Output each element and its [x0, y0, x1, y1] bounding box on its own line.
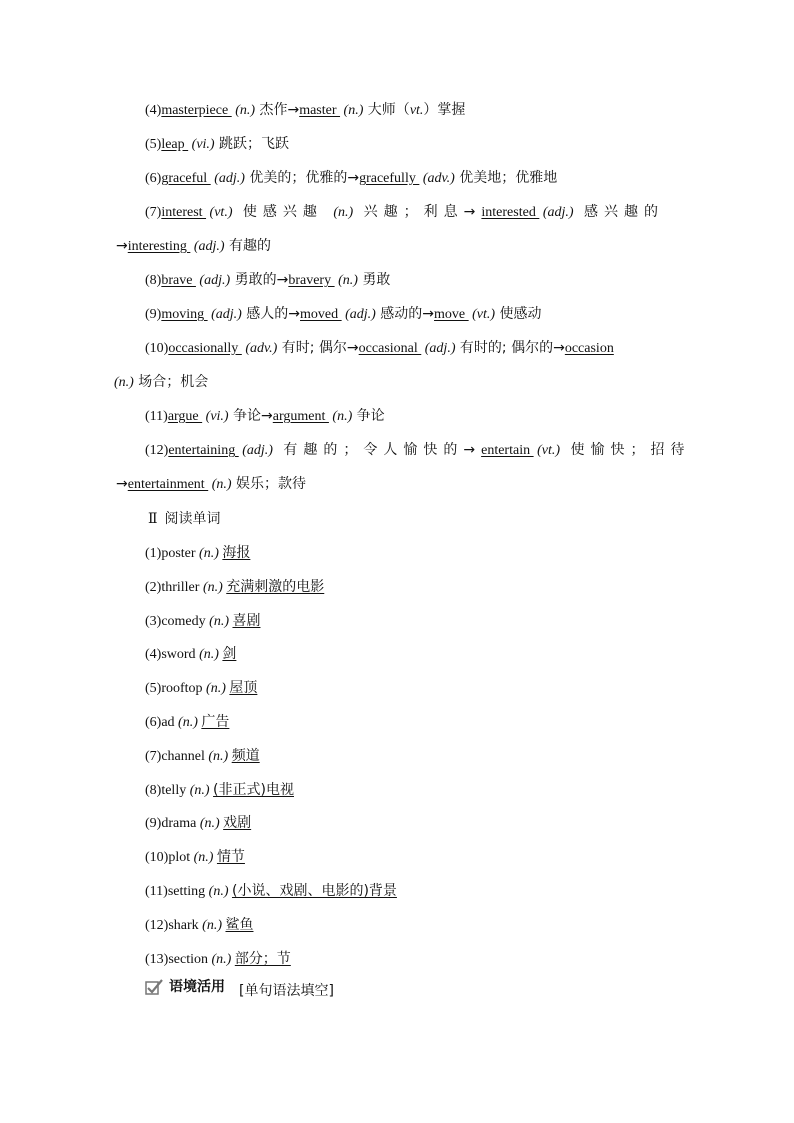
answer-meaning: 喜剧 — [232, 612, 261, 629]
answer-meaning: (非正式)电视 — [213, 781, 294, 798]
part-of-speech: (n.) — [333, 205, 354, 220]
part-of-speech: (adv.) — [245, 341, 278, 356]
item-number: (9) — [145, 816, 162, 832]
exercise-type: [单句语法填空] — [239, 983, 334, 999]
part-of-speech: (n.) — [202, 579, 223, 595]
answer-word: bravery — [288, 273, 335, 288]
meaning: 场合；机会 — [133, 374, 209, 390]
vocab-word: shark — [168, 917, 199, 933]
answer-meaning: 广告 — [201, 714, 230, 730]
answer-meaning: (小说、戏剧、电影的)背景 — [231, 883, 397, 899]
meaning: 争论 — [352, 408, 385, 424]
answer-meaning: 剑 — [222, 646, 237, 663]
meaning: 优美的；优雅的→ — [244, 170, 360, 186]
meaning: 争论→ — [228, 408, 273, 424]
meaning: 杰作→ — [255, 102, 300, 118]
answer-word: leap — [161, 137, 189, 152]
vocab-item-11 — [145, 407, 385, 426]
part-of-speech: (n.) — [193, 850, 214, 866]
item-number: (13) — [145, 951, 169, 967]
meaning: 感动的→ — [375, 306, 435, 322]
vocab-word: comedy — [161, 613, 206, 629]
meaning: 有趣的；令人愉快的→ — [272, 442, 482, 458]
vocab-item-5 — [145, 135, 289, 154]
answer-meaning: 部分；节 — [234, 950, 291, 967]
answer-word: entertainment — [127, 477, 209, 492]
check-icon — [145, 979, 163, 995]
item-number: (6) — [145, 171, 162, 186]
answer-word: move — [434, 307, 469, 322]
arrow: → — [116, 238, 128, 254]
part-of-speech: (n.) — [235, 103, 256, 118]
vocab-word: poster — [161, 546, 196, 561]
part-of-speech: (adj.) — [242, 443, 273, 458]
part-of-speech: (n.) — [202, 917, 222, 933]
item-number: (4) — [145, 103, 162, 118]
part-of-speech: (adj.) — [424, 341, 456, 356]
vocab-word: section — [168, 951, 208, 967]
vocab-item-10 — [145, 339, 614, 358]
part-of-speech: (n.) — [343, 103, 364, 118]
vocab-word: channel — [161, 748, 205, 764]
answer-word: brave — [161, 273, 196, 288]
answer-meaning: 鲨鱼 — [225, 916, 254, 933]
vocab-item-12-continued — [116, 475, 306, 494]
item-number: (2) — [145, 579, 162, 595]
meaning: 有时的; 偶尔的→ — [455, 340, 565, 356]
vocab-word: sword — [161, 647, 196, 663]
part-of-speech: (n.) — [199, 647, 219, 663]
reading-item — [145, 950, 291, 969]
part-of-speech: (vi.) — [205, 409, 229, 424]
part-of-speech: (vt.) — [209, 205, 233, 220]
vocab-word: setting — [167, 884, 206, 899]
item-number: (6) — [145, 715, 162, 730]
meaning: 使感兴趣 — [232, 204, 334, 220]
answer-word: occasionally — [168, 341, 242, 356]
part-of-speech: (n.) — [208, 748, 229, 764]
item-number: (9) — [145, 307, 162, 322]
answer-word: occasional — [358, 341, 422, 356]
answer-meaning: 戏剧 — [223, 815, 252, 832]
meaning: 大师（ — [363, 102, 410, 118]
answer-word: masterpiece — [161, 103, 232, 118]
part-of-speech: (n.) — [208, 884, 229, 899]
reading-item — [145, 747, 260, 766]
section-heading — [148, 510, 221, 529]
meaning: 优美地；优雅地 — [454, 170, 558, 186]
item-number: (10) — [145, 850, 169, 866]
vocab-item-4 — [145, 101, 465, 120]
part-of-speech: (n.) — [199, 546, 219, 561]
part-of-speech: (n.) — [189, 782, 210, 798]
reading-item — [145, 848, 245, 867]
part-of-speech: (n.) — [338, 273, 358, 288]
item-number: (11) — [145, 884, 168, 899]
part-of-speech: (vt.) — [472, 307, 496, 322]
reading-item — [145, 612, 260, 631]
meaning: 使感动 — [495, 306, 542, 322]
answer-meaning: 情节 — [216, 849, 245, 866]
context-usage-badge — [145, 978, 225, 996]
meaning: ）掌握 — [423, 102, 466, 118]
vocab-word: thriller — [161, 579, 200, 595]
reading-item — [145, 679, 257, 698]
vocab-word: telly — [161, 782, 187, 798]
part-of-speech: (adj.) — [345, 307, 376, 322]
reading-item — [145, 916, 253, 935]
item-number: (1) — [145, 546, 162, 561]
item-number: (3) — [145, 613, 162, 629]
answer-word: master — [299, 103, 341, 118]
answer-word: gracefully — [359, 171, 420, 186]
answer-word: entertaining — [168, 443, 239, 458]
section-title: 阅读单词 — [164, 511, 221, 527]
answer-word: argue — [167, 409, 203, 424]
vocab-word: ad — [161, 715, 175, 730]
part-of-speech: (n.) — [199, 816, 220, 832]
part-of-speech: (n.) — [178, 715, 198, 730]
part-of-speech: (n.) — [211, 951, 232, 967]
reading-item — [145, 544, 250, 563]
part-of-speech: (adj.) — [214, 171, 245, 186]
meaning: 感兴趣的 — [573, 204, 664, 220]
part-of-speech: (n.) — [211, 477, 232, 492]
section-number: Ⅱ — [148, 512, 158, 527]
meaning: 有时; 偶尔→ — [277, 340, 359, 356]
reading-item — [145, 578, 324, 597]
item-number: (12) — [145, 443, 169, 458]
vocab-word: rooftop — [161, 681, 203, 697]
item-number: (8) — [145, 782, 162, 798]
vocab-item-12 — [145, 441, 690, 460]
part-of-speech: (adj.) — [199, 273, 231, 288]
meaning: 跳跃；飞跃 — [214, 136, 290, 152]
answer-meaning: 频道 — [231, 747, 260, 764]
meaning: 使愉快；招待 — [560, 442, 691, 458]
part-of-speech: (n.) — [332, 409, 353, 424]
answer-word: entertain — [481, 443, 534, 458]
vocab-item-6 — [145, 169, 557, 188]
answer-word: argument — [272, 409, 329, 424]
meaning: 勇敢 — [357, 272, 391, 288]
part-of-speech: (adv.) — [422, 171, 455, 186]
item-number: (7) — [145, 205, 162, 220]
item-number: (5) — [145, 681, 162, 697]
meaning: 娱乐；款待 — [231, 476, 306, 492]
reading-item — [145, 814, 251, 833]
vocab-word: plot — [168, 850, 191, 866]
item-number: (4) — [145, 647, 162, 663]
item-number: (10) — [145, 341, 169, 356]
part-of-speech: (adj.) — [542, 205, 574, 220]
answer-meaning: 充满刺激的电影 — [226, 578, 325, 595]
answer-word: interested — [481, 205, 540, 220]
reading-item — [145, 645, 236, 664]
part-of-speech: (n.) — [209, 613, 229, 629]
answer-word: graceful — [161, 171, 211, 186]
vocab-item-8 — [145, 271, 390, 290]
part-of-speech: (adj.) — [211, 307, 242, 322]
answer-word: moved — [300, 307, 342, 322]
section-footer — [145, 978, 334, 1001]
meaning: 兴趣；利息→ — [353, 204, 482, 220]
item-number: (11) — [145, 409, 168, 424]
vocab-item-10-continued — [114, 373, 208, 392]
meaning: 有趣的 — [224, 238, 272, 254]
part-of-speech: (vi.) — [191, 137, 215, 152]
arrow: → — [116, 476, 128, 492]
part-of-speech: (vt.) — [537, 443, 561, 458]
part-of-speech: vt. — [409, 103, 424, 118]
part-of-speech: (n.) — [206, 681, 226, 697]
part-of-speech: (adj.) — [193, 239, 225, 254]
vocab-item-7 — [145, 203, 664, 222]
vocab-word: drama — [161, 816, 197, 832]
item-number: (8) — [145, 273, 162, 288]
answer-word: moving — [161, 307, 208, 322]
vocab-item-9 — [145, 305, 542, 324]
item-number: (12) — [145, 917, 169, 933]
answer-meaning: 海报 — [222, 545, 251, 561]
meaning: 勇敢的→ — [230, 272, 289, 288]
reading-item — [145, 781, 294, 800]
part-of-speech: (n.) — [114, 375, 134, 390]
item-number: (5) — [145, 137, 162, 152]
answer-meaning: 屋顶 — [229, 680, 258, 697]
answer-word: occasion — [564, 341, 614, 356]
reading-item — [145, 882, 397, 901]
reading-item — [145, 713, 229, 732]
badge-label: 语境活用 — [169, 979, 225, 995]
vocab-item-7-continued — [116, 237, 271, 256]
item-number: (7) — [145, 748, 162, 764]
answer-word: interest — [161, 205, 207, 220]
meaning: 感人的→ — [241, 306, 301, 322]
answer-word: interesting — [127, 239, 191, 254]
